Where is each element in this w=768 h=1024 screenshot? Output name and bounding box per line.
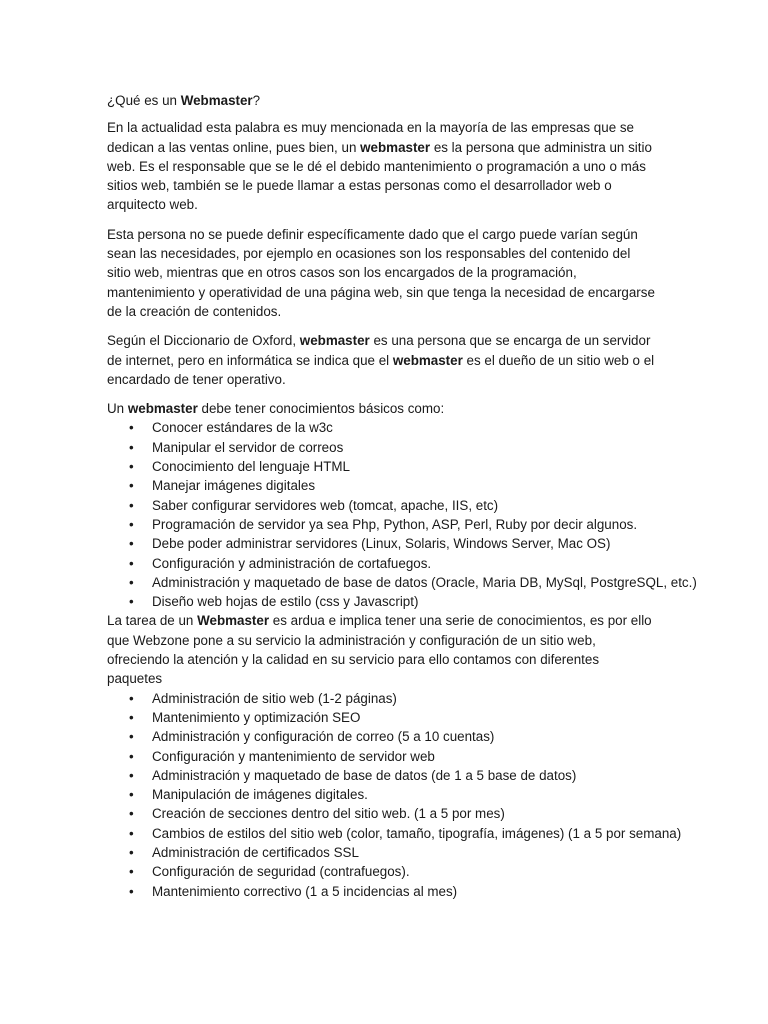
- list-item-text: Configuración y administración de cortafuegos.: [152, 555, 432, 571]
- list-item: [107, 766, 656, 785]
- list-item-text: Administración y maquetado de base de datos (Oracle, Maria DB, MySql, PostgreSQL, etc.): [152, 574, 697, 590]
- bullet-icon: •: [129, 497, 134, 513]
- paragraph-webzone: [107, 611, 656, 688]
- list-item-text: Saber configurar servidores web (tomcat, apache, IIS, etc): [152, 497, 499, 513]
- list-item-text: Manipular el servidor de correos: [152, 439, 344, 455]
- list-item-text: Manejar imágenes digitales: [152, 478, 316, 494]
- list-item: [107, 476, 656, 495]
- list-item-text: Manipulación de imágenes digitales.: [152, 787, 368, 803]
- list-item: [107, 747, 656, 766]
- para5-pre: La tarea de un: [107, 613, 198, 629]
- paragraph-knowledge-intro: [107, 399, 656, 418]
- list-item-text: Administración y configuración de correo (5 a 10 cuentas): [152, 729, 495, 745]
- list-item-text: Mantenimiento correctivo (1 a 5 incidencias al mes): [152, 883, 458, 899]
- para3-bold1: webmaster: [299, 333, 370, 349]
- list-item-text: Conocer estándares de la w3c: [152, 420, 333, 436]
- list-item: [107, 592, 656, 611]
- bullet-icon: •: [129, 478, 134, 494]
- bullet-icon: •: [129, 690, 134, 706]
- bullet-icon: •: [129, 439, 134, 455]
- para4-post: debe tener conocimientos básicos como:: [197, 401, 445, 417]
- para5-post: es ardua e implica tener una serie de conocimientos, es por ello que Webzone pone a su servicio la administración y configuración de un sitio web, ofreciendo la atención y la calidad en su servicio para ello contamos con diferentes paquetes: [107, 613, 652, 687]
- para3-post: es el dueño de un sitio web o el encardado de tener operativo.: [107, 352, 655, 387]
- para1-bold: webmaster: [360, 139, 431, 155]
- list-item: [107, 689, 656, 708]
- list-item-text: Programación de servidor ya sea Php, Python, ASP, Perl, Ruby por decir algunos.: [152, 516, 638, 532]
- list-item-text: Diseño web hojas de estilo (css y Javascript): [152, 594, 419, 610]
- bullet-icon: •: [129, 787, 134, 803]
- list-item-text: Conocimiento del lenguaje HTML: [152, 459, 350, 475]
- list-item: [107, 457, 656, 476]
- bullet-icon: •: [129, 594, 134, 610]
- paragraph-intro: [107, 118, 656, 214]
- para3-bold2: webmaster: [392, 352, 463, 368]
- bullet-icon: •: [129, 729, 134, 745]
- bullet-icon: •: [129, 536, 134, 552]
- list-item: [107, 843, 656, 862]
- list-item: [107, 573, 697, 592]
- bullet-icon: •: [129, 844, 134, 860]
- bullet-icon: •: [129, 709, 134, 725]
- para3-pre: Según el Diccionario de Oxford,: [107, 333, 300, 349]
- title-post: ?: [252, 93, 261, 108]
- paragraph-definition: Esta persona no se puede definir específicamente dado que el cargo puede varían según sean las necesidades, por ejemplo en ocasiones son los responsables del contenido del sitio web, mientras que en otros casos son los encargados de la programación, mantenimiento y operatividad de una página web, sin que tenga la necesidad de encargarse de la creación de contenidos.: [107, 226, 655, 319]
- list-item: [107, 418, 656, 437]
- bullet-icon: •: [129, 516, 134, 532]
- bullet-icon: •: [129, 555, 134, 571]
- document-title: [107, 91, 656, 110]
- list-item-text: Administración de certificados SSL: [152, 844, 359, 860]
- list-item: [107, 882, 656, 901]
- title-pre: ¿Qué es un: [107, 93, 181, 108]
- bullet-icon: •: [129, 420, 134, 436]
- list-item-text: Debe poder administrar servidores (Linux, Solaris, Windows Server, Mac OS): [152, 536, 611, 552]
- para1-pre: En la actualidad esta palabra es muy mencionada en la mayoría de las empresas que se dedican a las ventas online, pues bien, un: [107, 120, 635, 155]
- list-item-text: Configuración de seguridad (contrafuegos).: [152, 864, 410, 880]
- bullet-icon: •: [129, 748, 134, 764]
- list-item: [107, 515, 656, 534]
- list-item: [107, 785, 656, 804]
- para3-mid: es una persona que se encarga de un servidor de internet, pero en informática se indica que el: [107, 333, 651, 368]
- bullet-icon: •: [129, 459, 134, 475]
- bullet-icon: •: [129, 825, 134, 841]
- bullet-icon: •: [129, 864, 134, 880]
- bullet-icon: •: [129, 767, 134, 783]
- bullet-icon: •: [129, 806, 134, 822]
- services-list: [107, 689, 682, 901]
- list-item: [107, 862, 656, 881]
- para1-post: es la persona que administra un sitio web. Es el responsable que se le dé el debido mantenimiento o programación a uno o más sitios web, también se le puede llamar a estas personas como el desarrollador web o arquitecto web.: [107, 139, 652, 213]
- list-item: [107, 708, 656, 727]
- knowledge-list: [107, 418, 697, 611]
- list-item: [107, 824, 682, 843]
- list-item: [107, 496, 656, 515]
- title-bold: Webmaster: [180, 93, 253, 108]
- list-item-text: Configuración y mantenimiento de servidor web: [152, 748, 435, 764]
- list-item-text: Creación de secciones dentro del sitio web. (1 a 5 por mes): [152, 806, 505, 822]
- bullet-icon: •: [129, 574, 134, 590]
- list-item: [107, 727, 656, 746]
- list-item-text: Administración y maquetado de base de datos (de 1 a 5 base de datos): [152, 767, 577, 783]
- list-item: [107, 804, 656, 823]
- paragraph-oxford: [107, 331, 656, 389]
- list-item-text: Mantenimiento y optimización SEO: [152, 709, 361, 725]
- list-item-text: Administración de sitio web (1-2 páginas): [152, 690, 397, 706]
- para5-bold: Webmaster: [197, 613, 270, 629]
- list-item: [107, 438, 656, 457]
- para4-pre: Un: [107, 401, 128, 417]
- bullet-icon: •: [129, 883, 134, 899]
- para4-bold: webmaster: [127, 401, 198, 417]
- list-item: [107, 554, 656, 573]
- list-item: [107, 534, 656, 553]
- list-item-text: Cambios de estilos del sitio web (color, tamaño, tipografía, imágenes) (1 a 5 por semana): [152, 825, 682, 841]
